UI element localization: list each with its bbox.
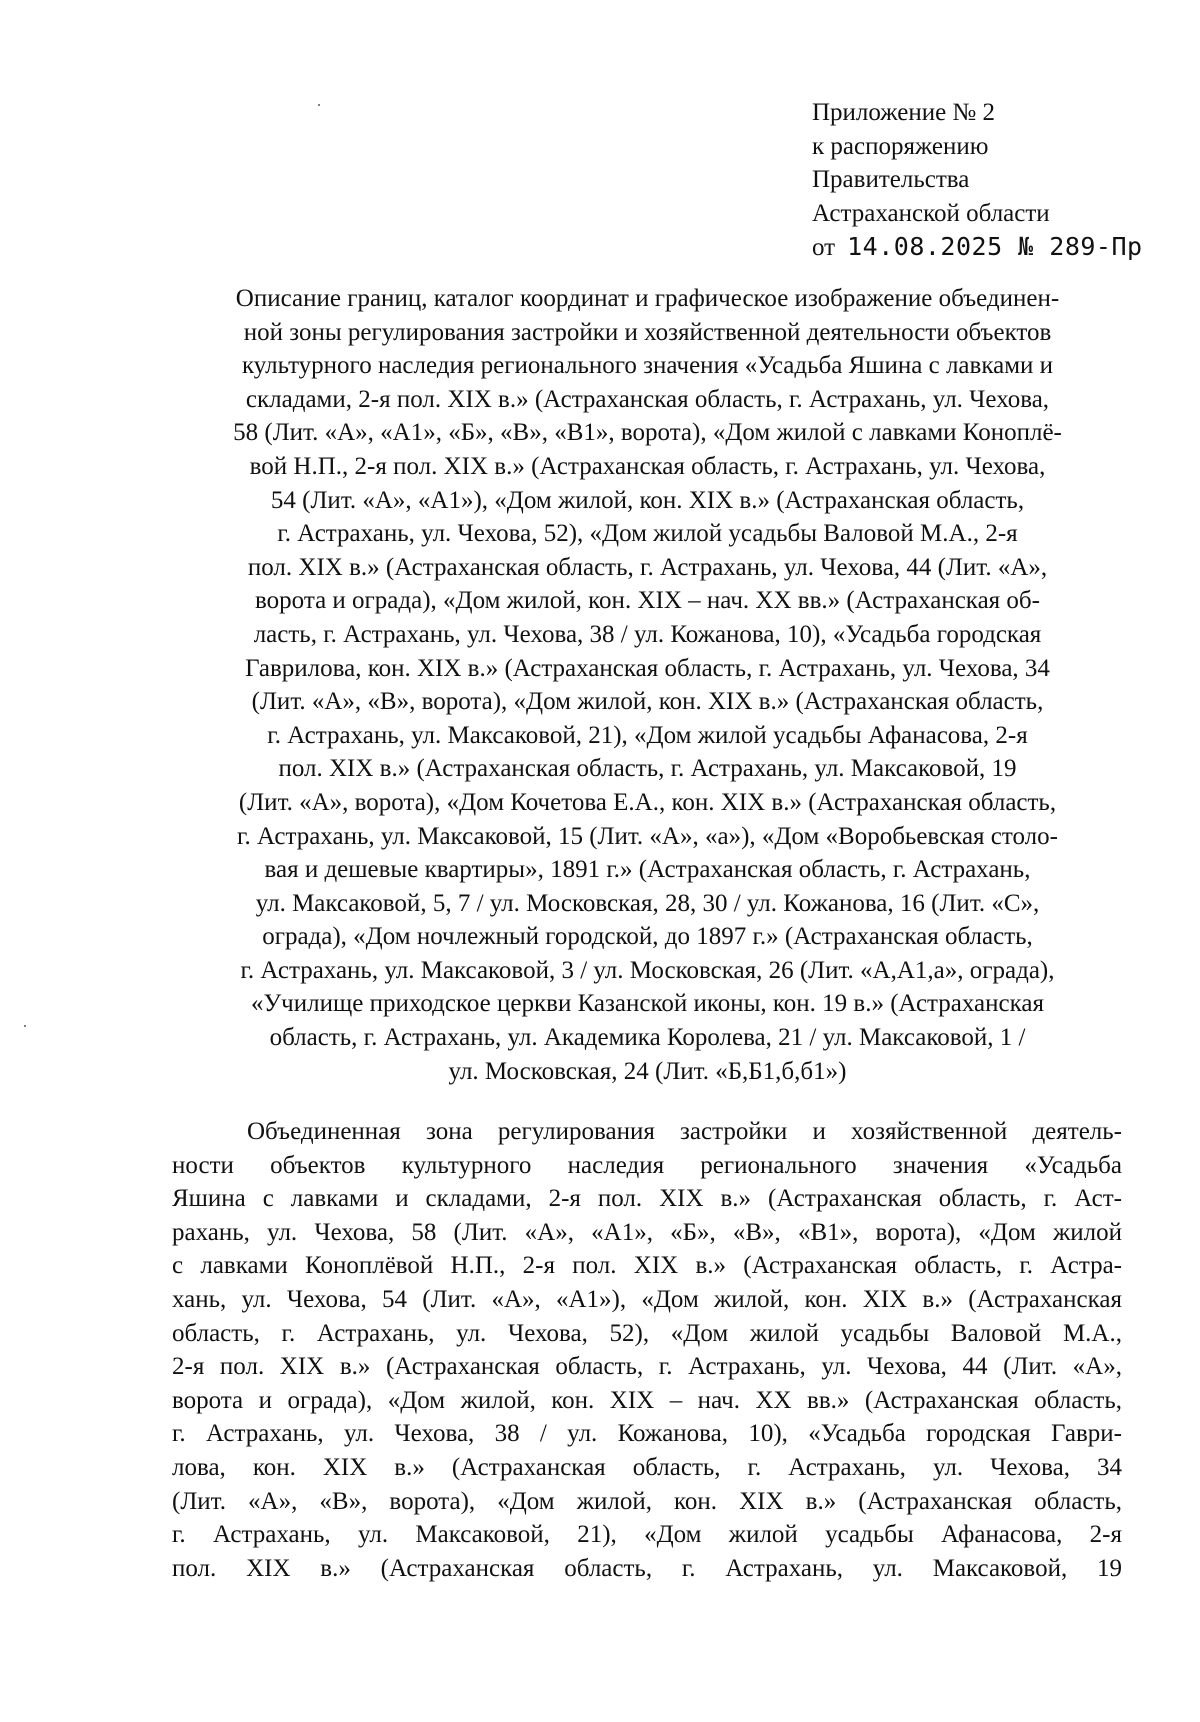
title-line: ласть, г. Астрахань, ул. Чехова, 38 / ул. Кожанова, 10), «Усадьба городская [253,620,1042,648]
appendix-number: Приложение № 2 [812,99,996,126]
body-line: с лавками Коноплёвой Н.П., 2-я пол. XIX в.» (Астраханская область, г. Астра- [172,1252,1122,1280]
title-line: культурного наследия регионального значения «Усадьба Яшина с лавками и [241,352,1054,380]
appendix-region: Астраханской области [812,199,1050,227]
title-line: 58 (Лит. «А», «А1», «Б», «В», «В1», ворота), «Дом жилой с лавками Коноплё- [233,419,1062,447]
body-line: лова, кон. XIX в.» (Астраханская область, г. Астрахань, ул. Чехова, 34 [172,1453,1122,1481]
title-line: ограда), «Дом ночлежный городской, до 1897 г.» (Астраханская область, [262,923,1033,951]
body-line: пол. XIX в.» (Астраханская область, г. Астрахань, ул. Максаковой, 19 [172,1554,1122,1582]
title-line: 54 (Лит. «А», «А1»), «Дом жилой, кон. XIX в.» (Астраханская область, [270,486,1025,514]
body-line: 2-я пол. XIX в.» (Астраханская область, г. Астрахань, ул. Чехова, 44 (Лит. «А», [172,1353,1122,1381]
title-line: ул. Московская, 24 (Лит. «Б,Б1,б,б1») [448,1057,847,1085]
scan-speck [318,104,320,106]
title-line: складами, 2-я пол. XIX в.» (Астраханская область, г. Астрахань, ул. Чехова, [245,385,1050,413]
title-line: г. Астрахань, ул. Максаковой, 15 (Лит. «А», «а»), «Дом «Воробьевская столо- [237,822,1058,850]
body-line: область, г. Астрахань, ул. Чехова, 52), «Дом жилой усадьбы Валовой М.А., [172,1319,1122,1347]
body-line: ности объектов культурного наследия регионального значения «Усадьба [172,1151,1122,1179]
body-line: рахань, ул. Чехова, 58 (Лит. «А», «А1», «Б», «В», «В1», ворота), «Дом жилой [172,1218,1122,1246]
date-stamp: 14.08.2025 № 289-Пр [847,232,1143,261]
document-title [170,282,1125,1088]
title-line: г. Астрахань, ул. Максаковой, 21), «Дом жилой усадьбы Афанасова, 2-я [267,721,1028,749]
title-line: ул. Максаковой, 5, 7 / ул. Московская, 28, 30 / ул. Кожанова, 16 (Лит. «С», [255,889,1040,917]
appendix-header [812,96,1182,265]
title-line: вая и дешевые квартиры», 1891 г.» (Астраханская область, г. Астрахань, [264,856,1031,884]
title-line: (Лит. «А», «В», ворота), «Дом жилой, кон. XIX в.» (Астраханская область, [251,688,1044,716]
appendix-government: Правительства [812,166,970,193]
title-line: (Лит. «А», ворота), «Дом Кочетова Е.А., кон. XIX в.» (Астраханская область, [238,788,1057,816]
title-line: ворота и ограда), «Дом жилой, кон. XIX – нач. XX вв.» (Астраханская об- [255,587,1040,615]
title-line: пол. XIX в.» (Астраханская область, г. Астрахань, ул. Максаковой, 19 [278,755,1017,783]
title-line: ной зоны регулирования застройки и хозяйственной деятельности объектов [243,318,1052,346]
body-line: Яшина с лавками и складами, 2-я пол. XIX в.» (Астраханская область, г. Аст- [172,1185,1122,1213]
title-line: г. Астрахань, ул. Максаковой, 3 / ул. Московская, 26 (Лит. «А,А1,а», ограда), [240,956,1055,984]
appendix-date-line [812,230,1182,265]
body-line: (Лит. «А», «В», ворота), «Дом жилой, кон. XIX в.» (Астраханская область, [172,1487,1122,1515]
title-line: вой Н.П., 2-я пол. XIX в.» (Астраханская область, г. Астрахань, ул. Чехова, [249,452,1046,480]
body-line: ворота и ограда), «Дом жилой, кон. XIX – нач. XX вв.» (Астраханская область, [172,1386,1122,1414]
title-line: г. Астрахань, ул. Чехова, 52), «Дом жилой усадьбы Валовой М.А., 2-я [277,520,1018,548]
title-line: Гаврилова, кон. XIX в.» (Астраханская область, г. Астрахань, ул. Чехова, 34 [245,654,1050,682]
body-line: Объединенная зона регулирования застройки и хозяйственной деятель- [247,1118,1122,1145]
body-line: хань, ул. Чехова, 54 (Лит. «А», «А1»), «Дом жилой, кон. XIX в.» (Астраханская [172,1285,1122,1313]
title-line: пол. XIX в.» (Астраханская область, г. Астрахань, ул. Чехова, 44 (Лит. «А», [247,553,1048,581]
date-prefix: от [812,234,836,261]
title-line: Описание границ, каталог координат и графическое изображение объединен- [235,285,1060,312]
body-line: г. Астрахань, ул. Чехова, 38 / ул. Кожанова, 10), «Усадьба городская Гаври- [172,1420,1122,1448]
scan-speck [24,1025,26,1027]
appendix-order-ref: к распоряжению [812,132,989,160]
title-line: «Училище приходское церкви Казанской иконы, кон. 19 в.» (Астраханская [250,990,1044,1018]
body-line: г. Астрахань, ул. Максаковой, 21), «Дом жилой усадьбы Афанасова, 2-я [172,1521,1122,1549]
title-line: область, г. Астрахань, ул. Академика Королева, 21 / ул. Максаковой, 1 / [269,1024,1026,1052]
body-paragraph [172,1115,1122,1585]
